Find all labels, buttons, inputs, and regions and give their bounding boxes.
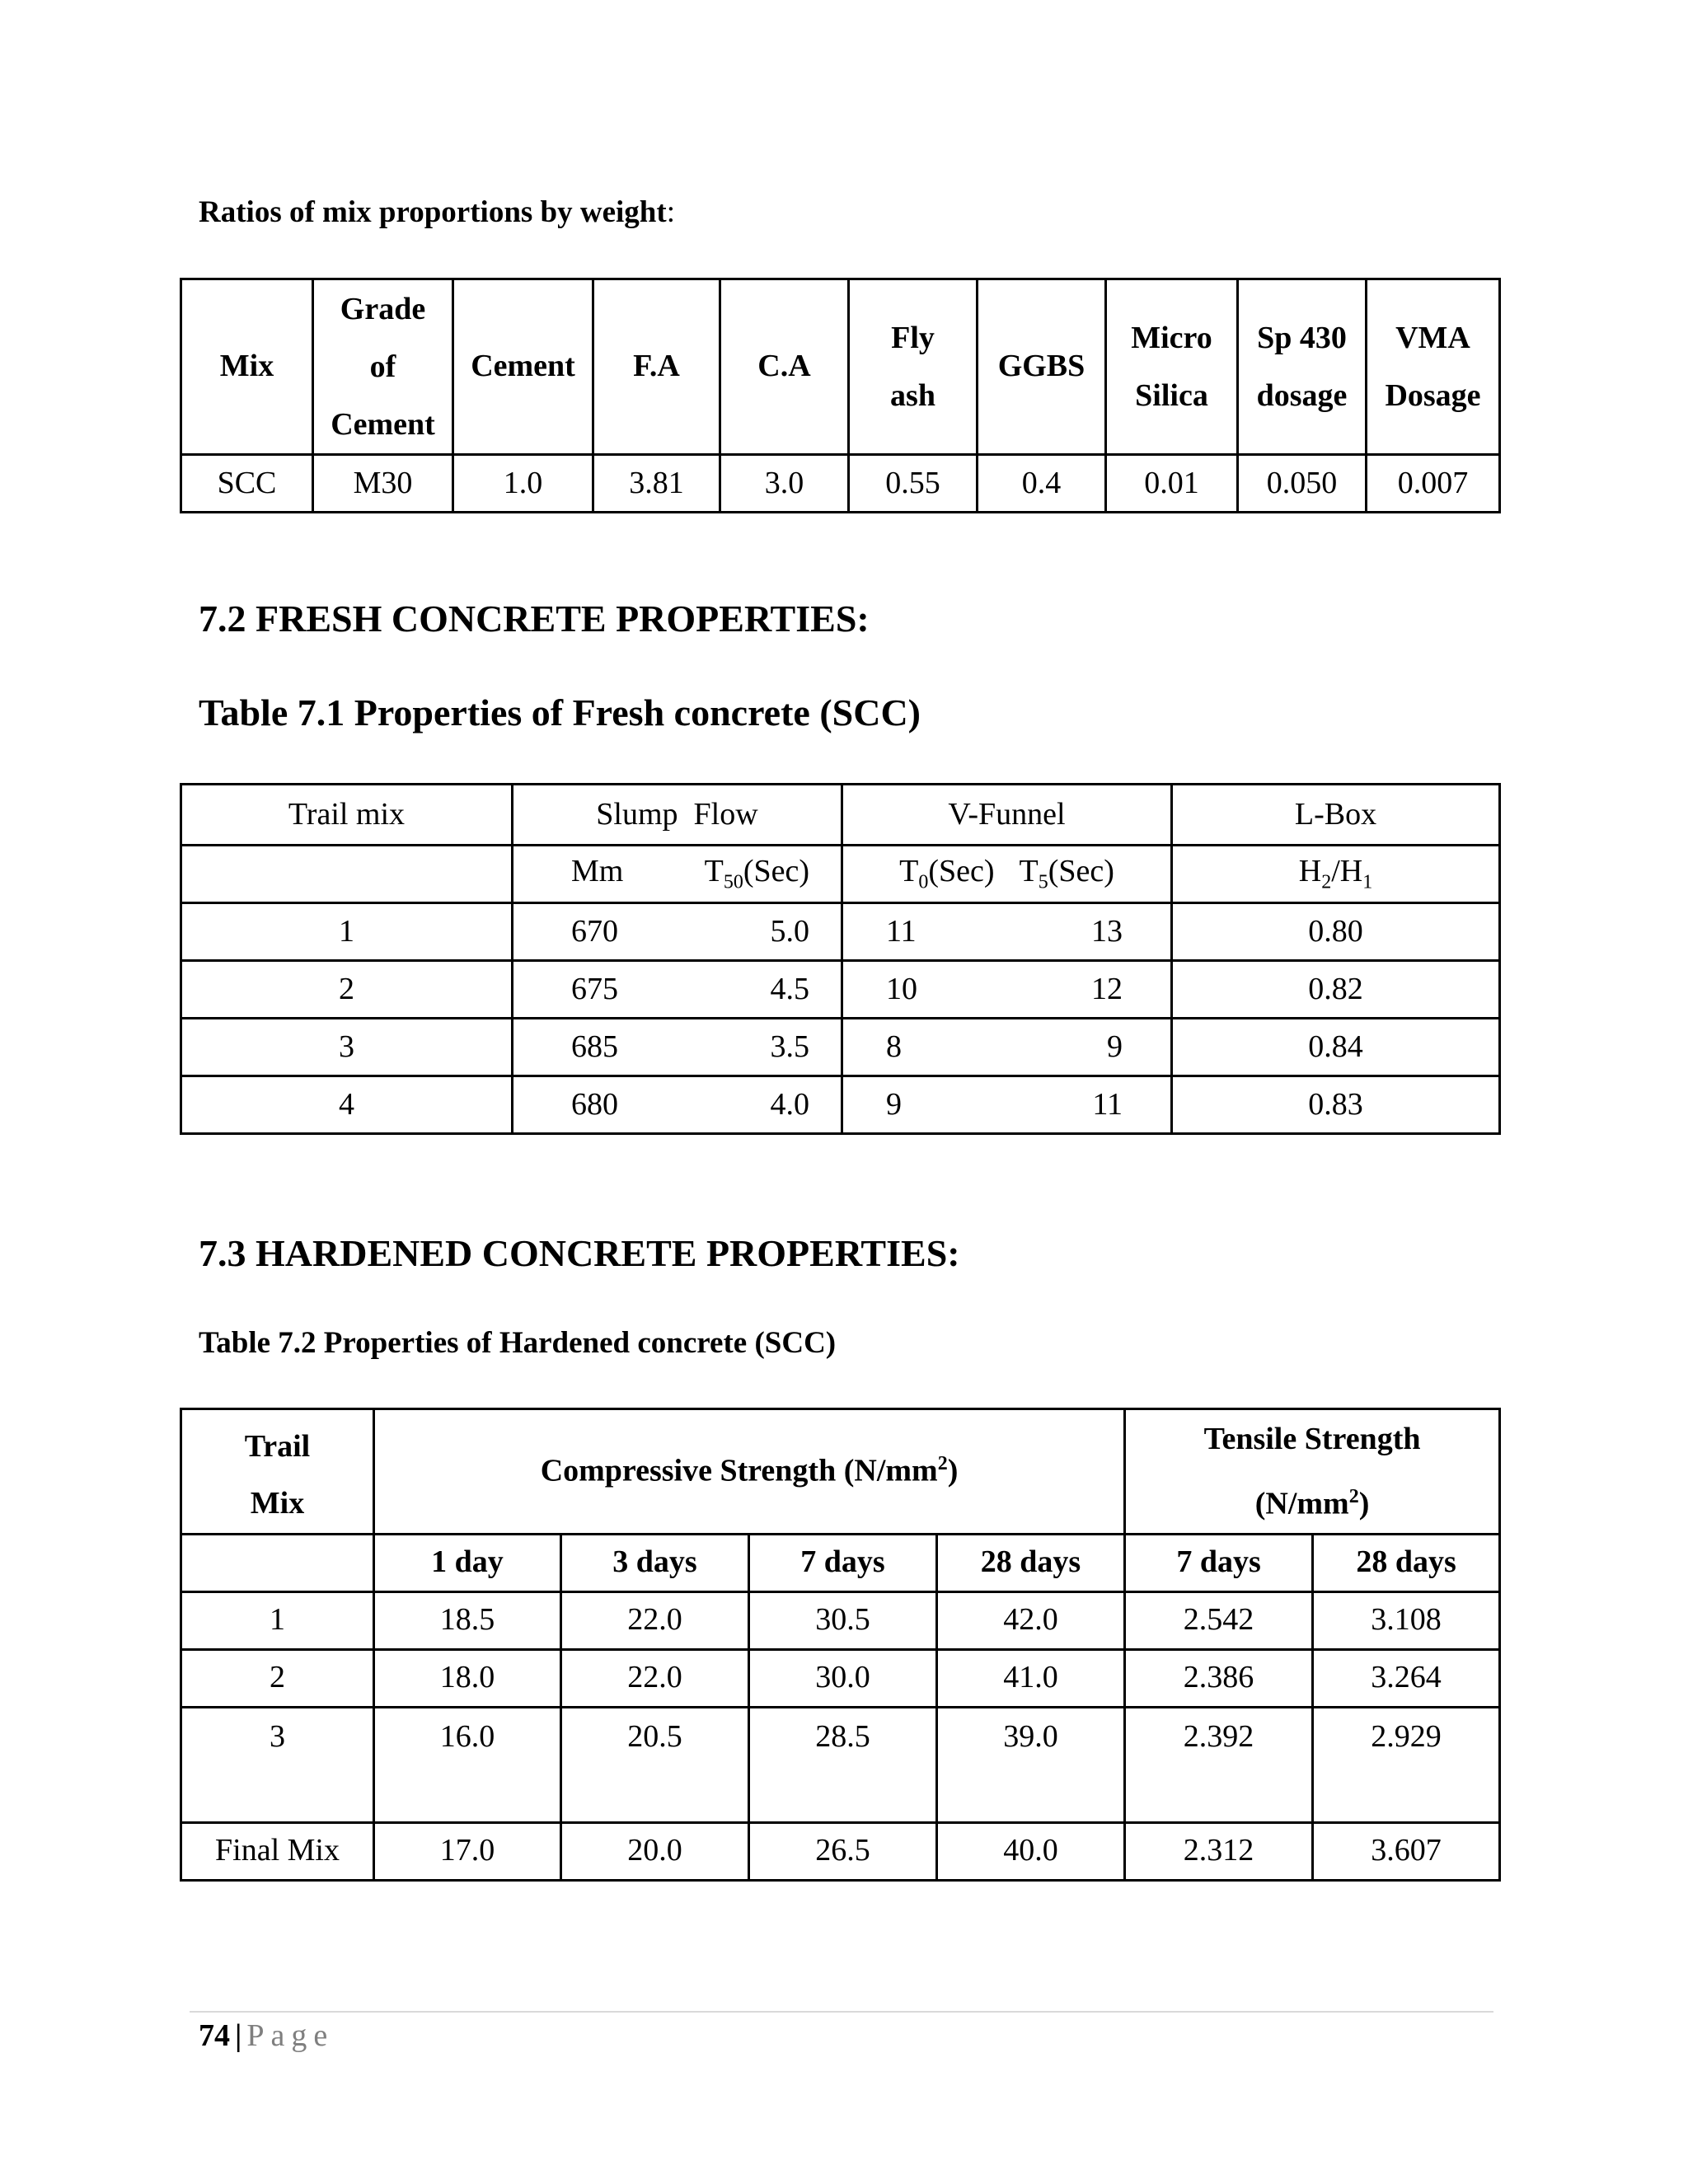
hardened-cell: 30.5 (749, 1591, 937, 1649)
fresh-cell-slump: 685 3.5 (513, 1019, 842, 1076)
header-v-funnel: V-Funnel (842, 785, 1172, 846)
fresh-subheader-row (181, 846, 1500, 903)
hardened-cell: 2 (181, 1649, 374, 1707)
hardened-cell: 30.0 (749, 1649, 937, 1707)
fresh-row (181, 1019, 1500, 1076)
fresh-row (181, 903, 1500, 961)
fresh-cell-slump: 675 4.5 (513, 961, 842, 1019)
hardened-cell: 26.5 (749, 1822, 937, 1880)
hardened-days-row (181, 1534, 1500, 1591)
hardened-cell: 22.0 (561, 1649, 749, 1707)
hardened-cell: 41.0 (937, 1649, 1125, 1707)
cell-fly-ash: 0.55 (849, 455, 978, 513)
mix-table-row (181, 455, 1500, 513)
header-fa: F.A (593, 279, 720, 455)
cell-fa: 3.81 (593, 455, 720, 513)
hardened-table-title: Table 7.2 Properties of Hardened concrete (SCC) (199, 1326, 837, 1360)
header-tensile-strength: Tensile Strength $(N/mm^2)$ (1125, 1409, 1500, 1535)
fresh-header-row (181, 785, 1500, 846)
header-micro-silica: Micro Silica (1106, 279, 1238, 455)
hardened-cell: 28.5 (749, 1707, 937, 1822)
mix-proportion-table (180, 278, 1501, 513)
header-l-box: L-Box (1172, 785, 1500, 846)
page-label: Page (246, 2018, 335, 2053)
day-1: 1 day (374, 1534, 561, 1591)
header-slump-flow: Slump Flow (513, 785, 842, 846)
header-cement: Cement (453, 279, 593, 455)
mix-table-header-row (181, 279, 1500, 455)
fresh-cell-vfunnel: 9 11 (842, 1076, 1172, 1134)
hardened-cell: 2.929 (1313, 1707, 1500, 1822)
fresh-concrete-table (180, 783, 1501, 1135)
header-mix: Mix (181, 279, 313, 455)
hardened-cell: 3.264 (1313, 1649, 1500, 1707)
hardened-cell: 18.5 (374, 1591, 561, 1649)
fresh-cell-lbox: 0.83 (1172, 1076, 1500, 1134)
header-trail-mix: Trail Mix (181, 1409, 374, 1535)
hardened-cell: 22.0 (561, 1591, 749, 1649)
fresh-cell-lbox: 0.80 (1172, 903, 1500, 961)
cell-micro-silica: 0.01 (1106, 455, 1238, 513)
subheader-vfunnel (842, 846, 1172, 903)
mix-ratio-heading (199, 194, 675, 230)
hardened-cell: 2.312 (1125, 1822, 1313, 1880)
subheader-t50: $T_{50}(Sec)$ (704, 854, 809, 893)
hardened-cell: 42.0 (937, 1591, 1125, 1649)
cell-cement: 1.0 (453, 455, 593, 513)
footer-separator: | (235, 2018, 242, 2053)
subheader-t5: $T_5(Sec)$ (1019, 854, 1114, 893)
fresh-cell-slump: 680 4.0 (513, 1076, 842, 1134)
fresh-cell-vfunnel: 8 9 (842, 1019, 1172, 1076)
header-ggbs: GGBS (978, 279, 1106, 455)
fresh-table-title: Table 7.1 Properties of Fresh concrete (SCC) (199, 691, 921, 733)
fresh-cell-lbox: 0.84 (1172, 1019, 1500, 1076)
hardened-cell: 2.392 (1125, 1707, 1313, 1822)
day-3: 3 days (561, 1534, 749, 1591)
hardened-cell: 18.0 (374, 1649, 561, 1707)
subheader-h2-h1: $H_2/H_1$ (1172, 846, 1500, 903)
hardened-row (181, 1707, 1500, 1822)
hardened-concrete-table (180, 1408, 1501, 1882)
fresh-cell-mix: 1 (181, 903, 513, 961)
fresh-cell-mix: 4 (181, 1076, 513, 1134)
subheader-t0: $T_0(Sec)$ (899, 854, 995, 893)
fresh-cell-vfunnel: 11 13 (842, 903, 1172, 961)
hardened-cell: 20.0 (561, 1822, 749, 1880)
header-trail-mix: Trail mix (181, 785, 513, 846)
header-compressive-strength: Compressive Strength $(N/mm^2)$ (374, 1409, 1125, 1535)
subheader-mm: Mm (571, 854, 624, 889)
hardened-cell: 3.607 (1313, 1822, 1500, 1880)
cell-sp430: 0.050 (1238, 455, 1367, 513)
header-grade-of-cement: Grade of Cement (313, 279, 453, 455)
page-number: 74 (199, 2018, 230, 2053)
cell-vma: 0.007 (1367, 455, 1500, 513)
fresh-cell-mix: 2 (181, 961, 513, 1019)
fresh-row (181, 961, 1500, 1019)
hardened-row (181, 1649, 1500, 1707)
footer-divider (190, 2011, 1493, 2013)
subheader-trail-empty (181, 846, 513, 903)
hardened-row (181, 1822, 1500, 1880)
hardened-cell: 39.0 (937, 1707, 1125, 1822)
fresh-cell-vfunnel: 10 12 (842, 961, 1172, 1019)
fresh-cell-lbox: 0.82 (1172, 961, 1500, 1019)
hardened-cell: 2.542 (1125, 1591, 1313, 1649)
hardened-cell: 17.0 (374, 1822, 561, 1880)
cell-ca: 3.0 (720, 455, 849, 513)
hardened-cell: 3 (181, 1707, 374, 1822)
mix-ratio-heading-text: Ratios of mix proportions by weight (199, 195, 667, 229)
page-footer (199, 2018, 334, 2054)
fresh-cell-slump: 670 5.0 (513, 903, 842, 961)
hardened-header-row (181, 1409, 1500, 1535)
cell-grade: M30 (313, 455, 453, 513)
hardened-cell: 2.386 (1125, 1649, 1313, 1707)
header-ca: C.A (720, 279, 849, 455)
hardened-cell: 20.5 (561, 1707, 749, 1822)
tensile-day-7: 7 days (1125, 1534, 1313, 1591)
header-vma-dosage: VMA Dosage (1367, 279, 1500, 455)
hardened-cell: 3.108 (1313, 1591, 1500, 1649)
fresh-row (181, 1076, 1500, 1134)
mix-ratio-heading-colon: : (666, 195, 675, 229)
header-sp430-dosage: Sp 430 dosage (1238, 279, 1367, 455)
cell-mix: SCC (181, 455, 313, 513)
day-28: 28 days (937, 1534, 1125, 1591)
fresh-cell-mix: 3 (181, 1019, 513, 1076)
fresh-section-title: 7.2 FRESH CONCRETE PROPERTIES: (199, 598, 870, 640)
days-empty (181, 1534, 374, 1591)
hardened-cell: 16.0 (374, 1707, 561, 1822)
cell-ggbs: 0.4 (978, 455, 1106, 513)
hardened-cell: 40.0 (937, 1822, 1125, 1880)
subheader-slump (513, 846, 842, 903)
hardened-cell: Final Mix (181, 1822, 374, 1880)
day-7: 7 days (749, 1534, 937, 1591)
header-fly-ash: Fly ash (849, 279, 978, 455)
hardened-section-title: 7.3 HARDENED CONCRETE PROPERTIES: (199, 1232, 960, 1274)
hardened-cell: 1 (181, 1591, 374, 1649)
hardened-row (181, 1591, 1500, 1649)
tensile-day-28: 28 days (1313, 1534, 1500, 1591)
